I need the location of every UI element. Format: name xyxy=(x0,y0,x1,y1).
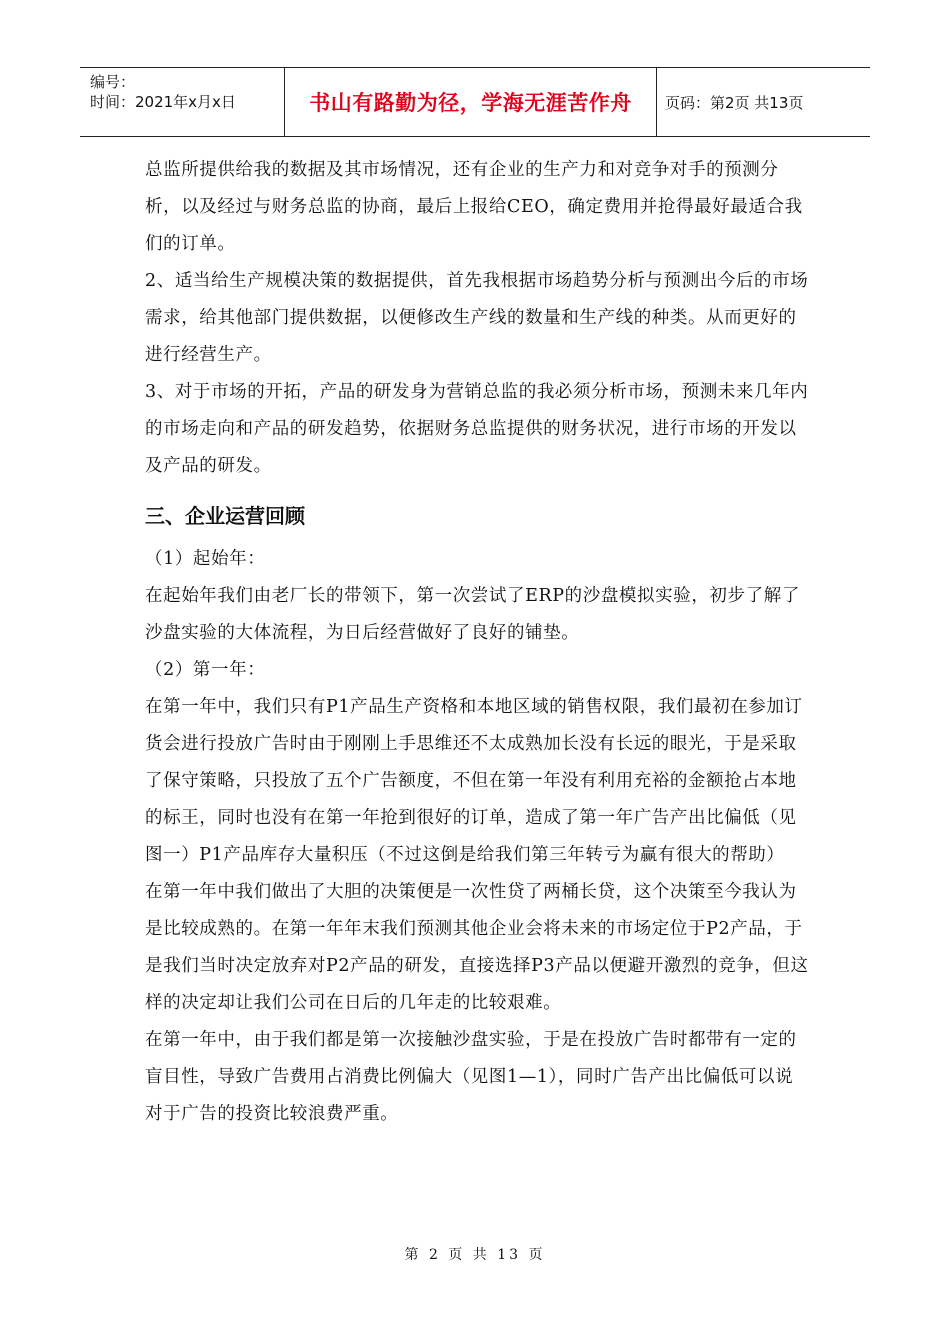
document-number-label: 编号： xyxy=(90,73,136,91)
paragraph: （1）起始年： xyxy=(145,549,266,569)
section-heading: 三、企业运营回顾 xyxy=(145,504,305,528)
paragraph: 在第一年中我们做出了大胆的决策便是一次性贷了两桶长贷，这个决策至今我认为是比较成熟的。在第一年年末我们预测其他企业会将未来的市场定位于P2产品，于是我们当时决定放弃对P2产品的研发，直接选择P3产品以便避开激烈的竞争，但这样的决定却让我们公司在日后的几年走的比较艰难。 xyxy=(145,882,809,1013)
paragraph: 在第一年中，由于我们都是第一次接触沙盘实验，于是在投放广告时都带有一定的盲目性，导致广告费用占消费比例偏大（见图1—1），同时广告产出比偏低可以说对于广告的投资比较浪费严重。 xyxy=(145,1030,797,1124)
paragraph: 在起始年我们由老厂长的带领下，第一次尝试了ERP的沙盘模拟实验，初步了解了沙盘实验的大体流程，为日后经营做好了良好的铺垫。 xyxy=(145,586,800,643)
header-page-info: 页码：第2页 共13页 xyxy=(665,93,804,112)
paragraph: 在第一年中，我们只有P1产品生产资格和本地区域的销售权限，我们最初在参加订货会进行投放广告时由于刚刚上手思维还不太成熟加长没有长远的眼光，于是采取了保守策略，只投放了五个广告额度，不但在第一年没有利用充裕的金额抢占本地的标王，同时也没有在第一年抢到很好的订单，造成了第一年广告产出比偏低（见图一）P1产品库存大量积压（不过这倒是给我们第三年转亏为赢有很大的帮助） xyxy=(145,697,803,865)
header-left-cell xyxy=(80,68,284,136)
header-motto: 书山有路勤为径，学海无涯苦作舟 xyxy=(284,68,657,136)
paragraph: 总监所提供给我的数据及其市场情况，还有企业的生产力和对竞争对手的预测分析，以及经过与财务总监的协商，最后上报给CEO，确定费用并抢得最好最适合我们的订单。 xyxy=(145,160,803,254)
page-header xyxy=(80,67,870,137)
paragraph: 2、适当给生产规模决策的数据提供，首先我根据市场趋势分析与预测出今后的市场需求，给其他部门提供数据，以便修改生产线的数量和生产线的种类。从而更好的进行经营生产。 xyxy=(145,271,809,365)
paragraph: （2）第一年： xyxy=(145,660,266,680)
document-body xyxy=(145,152,810,1133)
page-footer: 第 2 页 共 13 页 xyxy=(404,1247,546,1263)
paragraph: 3、对于市场的开拓，产品的研发身为营销总监的我必须分析市场，预测未来几年内的市场走向和产品的研发趋势，依据财务总监提供的财务状况，进行市场的开发以及产品的研发。 xyxy=(145,382,809,476)
document-date-label: 时间：2021年x月x日 xyxy=(90,93,236,111)
